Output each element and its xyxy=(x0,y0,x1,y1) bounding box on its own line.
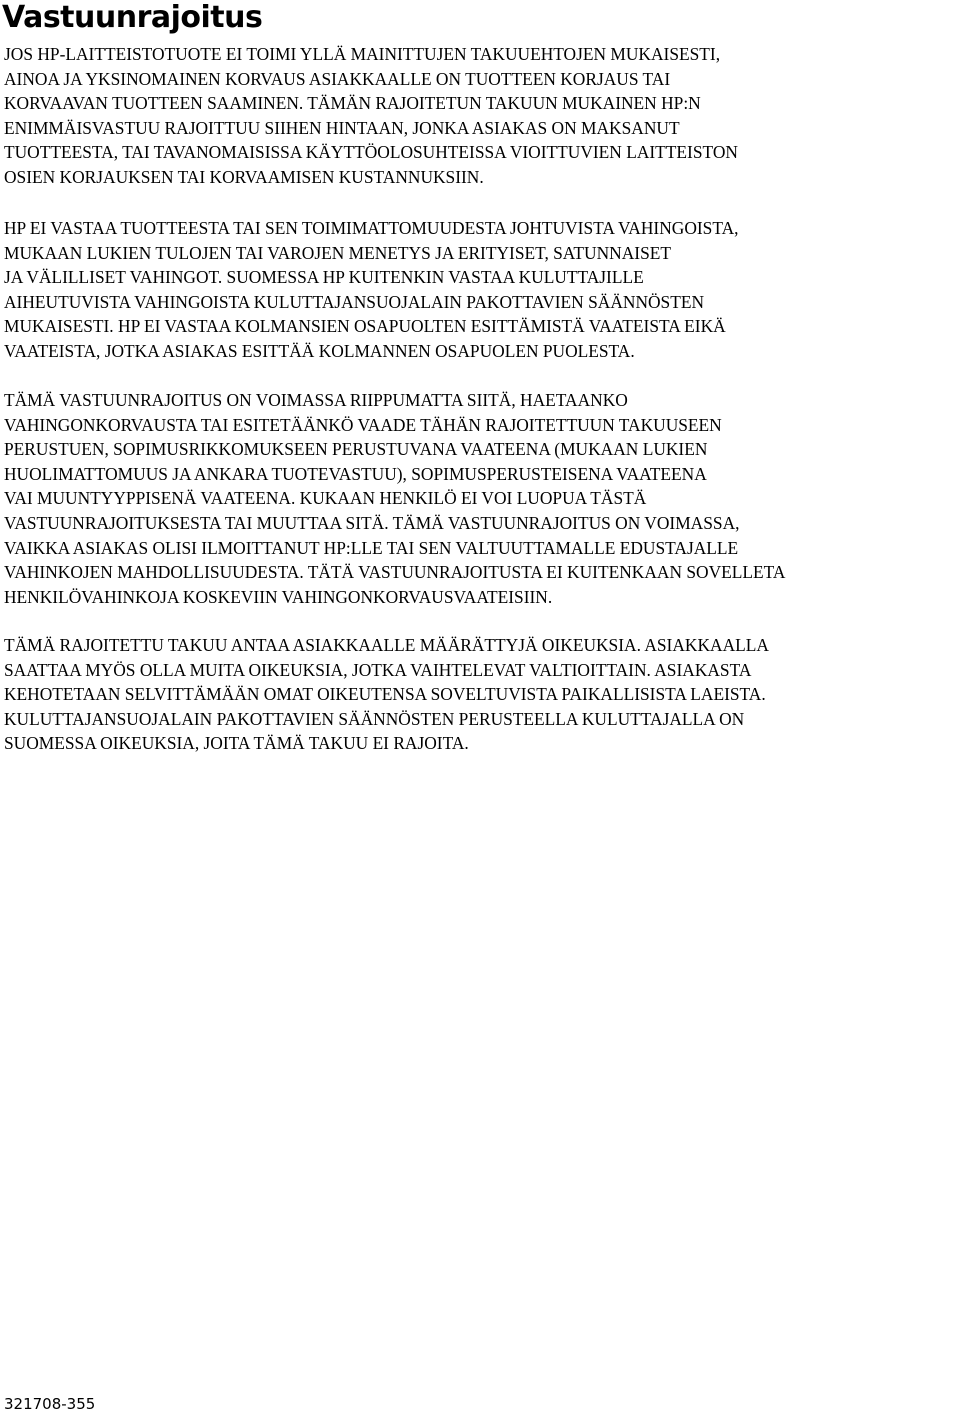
paragraph-consumer-rights xyxy=(4,633,769,756)
text-line: ENIMMÄISVASTUU RAJOITTUU SIIHEN HINTAAN, JONKA ASIAKAS ON MAKSANUT xyxy=(4,117,680,138)
text-line: JA VÄLILLISET VAHINGOT. SUOMESSA HP KUITENKIN VASTAA KULUTTAJILLE xyxy=(4,267,644,288)
text-line: PERUSTUEN, SOPIMUSRIKKOMUKSEEN PERUSTUVANA VAATEENA (MUKAAN LUKIEN xyxy=(4,439,708,460)
page-title: Vastuunrajoitus xyxy=(2,0,263,35)
text-line: VAHINKOJEN MAHDOLLISUUDESTA. TÄTÄ VASTUUNRAJOITUSTA EI KUITENKAAN SOVELLETA xyxy=(4,562,786,583)
text-line: OSIEN KORJAUKSEN TAI KORVAAMISEN KUSTANNUKSIIN. xyxy=(4,166,484,187)
text-line: KEHOTETAAN SELVITTÄMÄÄN OMAT OIKEUTENSA SOVELTUVISTA PAIKALLISISTA LAEISTA. xyxy=(4,684,766,705)
text-line: TÄMÄ RAJOITETTU TAKUU ANTAA ASIAKKAALLE MÄÄRÄTTYJÄ OIKEUKSIA. ASIAKKAALLA xyxy=(4,635,769,655)
text-line: SUOMESSA OIKEUKSIA, JOITA TÄMÄ TAKUU EI RAJOITA. xyxy=(4,733,469,754)
text-line: HP EI VASTAA TUOTTEESTA TAI SEN TOIMIMATTOMUUDESTA JOHTUVISTA VAHINGOISTA, xyxy=(4,218,739,238)
text-line: VAATEISTA, JOTKA ASIAKAS ESITTÄÄ KOLMANNEN OSAPUOLEN PUOLESTA. xyxy=(4,340,635,361)
document-code: 321708-355 xyxy=(4,1395,96,1413)
paragraph-damages xyxy=(4,216,739,364)
text-line: TUOTTEESTA, TAI TAVANOMAISISSA KÄYTTÖOLOSUHTEISSA VIOITTUVIEN LAITTEISTON xyxy=(4,142,738,163)
text-line: VAHINGONKORVAUSTA TAI ESITETÄÄNKÖ VAADE TÄHÄN RAJOITETTUUN TAKUUSEEN xyxy=(4,414,722,435)
text-line: KULUTTAJANSUOJALAIN PAKOTTAVIEN SÄÄNNÖSTEN PERUSTEELLA KULUTTAJALLA ON xyxy=(4,708,745,729)
text-line: VAIKKA ASIAKAS OLISI ILMOITTANUT HP:LLE TAI SEN VALTUUTTAMALLE EDUSTAJALLE xyxy=(4,537,739,558)
text-line: JOS HP-LAITTEISTOTUOTE EI TOIMI YLLÄ MAINITTUJEN TAKUUEHTOJEN MUKAISESTI, xyxy=(4,44,721,64)
paragraph-applicability xyxy=(4,388,785,609)
text-line: MUKAISESTI. HP EI VASTAA KOLMANSIEN OSAPUOLTEN ESITTÄMISTÄ VAATEISTA EIKÄ xyxy=(4,316,726,337)
text-line: AINOA JA YKSINOMAINEN KORVAUS ASIAKKAALLE ON TUOTTEEN KORJAUS TAI xyxy=(4,68,671,89)
text-line: AIHEUTUVISTA VAHINGOISTA KULUTTAJANSUOJALAIN PAKOTTAVIEN SÄÄNNÖSTEN xyxy=(4,291,705,312)
paragraph-remedy xyxy=(4,42,738,190)
text-line: SAATTAA MYÖS OLLA MUITA OIKEUKSIA, JOTKA VAIHTELEVAT VALTIOITTAIN. ASIAKASTA xyxy=(4,659,752,680)
text-line: VASTUUNRAJOITUKSESTA TAI MUUTTAA SITÄ. TÄMÄ VASTUUNRAJOITUS ON VOIMASSA, xyxy=(4,512,740,533)
text-line: TÄMÄ VASTUUNRAJOITUS ON VOIMASSA RIIPPUMATTA SIITÄ, HAETAANKO xyxy=(4,390,628,410)
text-line: HUOLIMATTOMUUS JA ANKARA TUOTEVASTUU), SOPIMUSPERUSTEISENA VAATEENA xyxy=(4,463,707,484)
text-line: VAI MUUNTYYPPISENÄ VAATEENA. KUKAAN HENKILÖ EI VOI LUOPUA TÄSTÄ xyxy=(4,488,647,509)
text-line: HENKILÖVAHINKOJA KOSKEVIIN VAHINGONKORVAUSVAATEISIIN. xyxy=(4,586,553,607)
text-line: MUKAAN LUKIEN TULOJEN TAI VAROJEN MENETYS JA ERITYISET, SATUNNAISET xyxy=(4,242,672,263)
text-line: KORVAAVAN TUOTTEEN SAAMINEN. TÄMÄN RAJOITETUN TAKUUN MUKAINEN HP:N xyxy=(4,93,701,114)
